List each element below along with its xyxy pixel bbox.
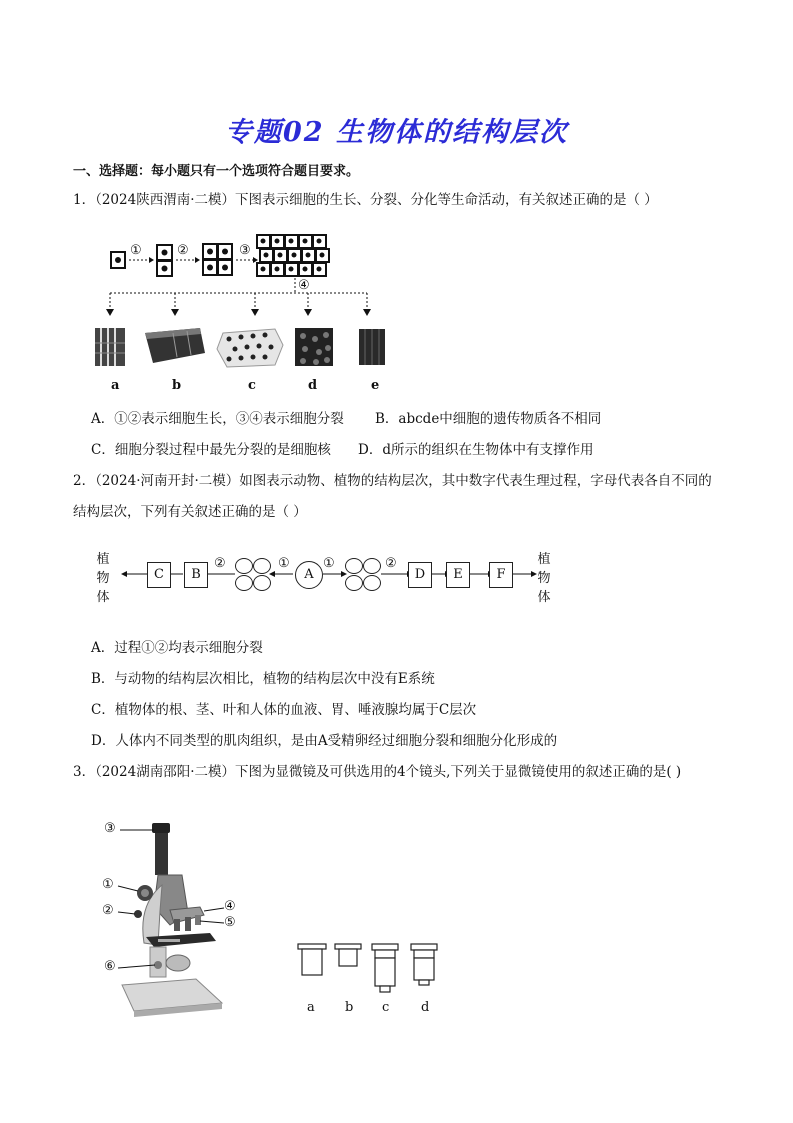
lens-label-a: a: [307, 1000, 315, 1015]
q2-stem-line1: 2．（2024·河南开封·二模）如图表示动物、植物的结构层次，其中数字代表生理过程，字母代表各自不同的: [73, 473, 712, 489]
cell-division-diagram: [105, 225, 405, 395]
q1-figure: [105, 225, 405, 395]
step-label-2: ②: [177, 243, 189, 258]
tissue-label-a: a: [111, 378, 120, 393]
right-plant-body-label: 植 物 体: [537, 552, 551, 605]
process-label-left-1: ①: [278, 556, 290, 571]
level-box-f: F: [489, 562, 513, 588]
microscope-label-2: ②: [102, 903, 114, 918]
lens-drawings: [295, 940, 445, 1000]
process-label-left-2: ②: [214, 556, 226, 571]
lens-figure: [295, 940, 445, 1020]
microscope-figure: [100, 815, 260, 1030]
lens-label-d: d: [421, 1000, 430, 1015]
q1-option-a: A．①②表示细胞生长，③④表示细胞分裂: [91, 411, 344, 427]
q2-option-b: B．与动物的结构层次相比，植物的结构层次中没有E系统: [91, 671, 435, 687]
section-header: 一、选择题：每小题只有一个选项符合题目要求。: [73, 164, 360, 179]
step-label-1: ①: [130, 243, 142, 258]
q1-option-d: D．d所示的组织在生物体中有支撑作用: [358, 442, 594, 458]
microscope-label-6: ⑥: [104, 959, 116, 974]
q1-option-b: B．abcde中细胞的遗传物质各不相同: [375, 411, 602, 427]
left-plant-body-label: 植 物 体: [96, 552, 110, 605]
tissue-label-b: b: [172, 378, 182, 393]
q1-stem: 1．（2024陕西渭南·二模）下图表示细胞的生长、分裂、分化等生命活动，有关叙述正确的是（ ）: [73, 192, 658, 208]
lens-label-b: b: [345, 1000, 354, 1015]
lens-label-c: c: [382, 1000, 390, 1015]
q2-option-a: A．过程①②均表示细胞分裂: [91, 640, 263, 656]
microscope-label-1: ①: [102, 877, 114, 892]
tissue-label-e: e: [371, 378, 380, 393]
step-label-3: ③: [239, 243, 251, 258]
process-label-right-2: ②: [385, 556, 397, 571]
tissue-label-c: c: [248, 378, 256, 393]
page-title: 专题02 生物体的结构层次: [225, 117, 568, 148]
q1-option-c: C．细胞分裂过程中最先分裂的是细胞核: [91, 442, 331, 458]
level-box-d: D: [408, 562, 432, 588]
q2-structure-diagram: [95, 550, 565, 610]
level-box-b: B: [184, 562, 208, 588]
cell-a-fertilized-egg: A: [295, 561, 323, 589]
microscope-label-4: ④: [224, 899, 236, 914]
microscope-label-3: ③: [104, 821, 116, 836]
q3-stem: 3．（2024湖南邵阳·二模）下图为显微镜及可供选用的4个镜头,下列关于显微镜使用的叙述正确的是( ): [73, 764, 682, 780]
q2-stem-line2: 结构层次，下列有关叙述正确的是（ ）: [73, 504, 307, 520]
q2-option-d: D．人体内不同类型的肌肉组织，是由A受精卵经过细胞分裂和细胞分化形成的: [91, 733, 558, 749]
q2-option-c: C．植物体的根、茎、叶和人体的血液、胃、唾液腺均属于C层次: [91, 702, 477, 718]
process-label-right-1: ①: [323, 556, 335, 571]
tissue-label-d: d: [308, 378, 318, 393]
level-box-c: C: [147, 562, 171, 588]
step-label-4: ④: [298, 278, 310, 293]
level-box-e: E: [446, 562, 470, 588]
microscope-drawing: [100, 815, 260, 1030]
microscope-label-5: ⑤: [224, 915, 236, 930]
